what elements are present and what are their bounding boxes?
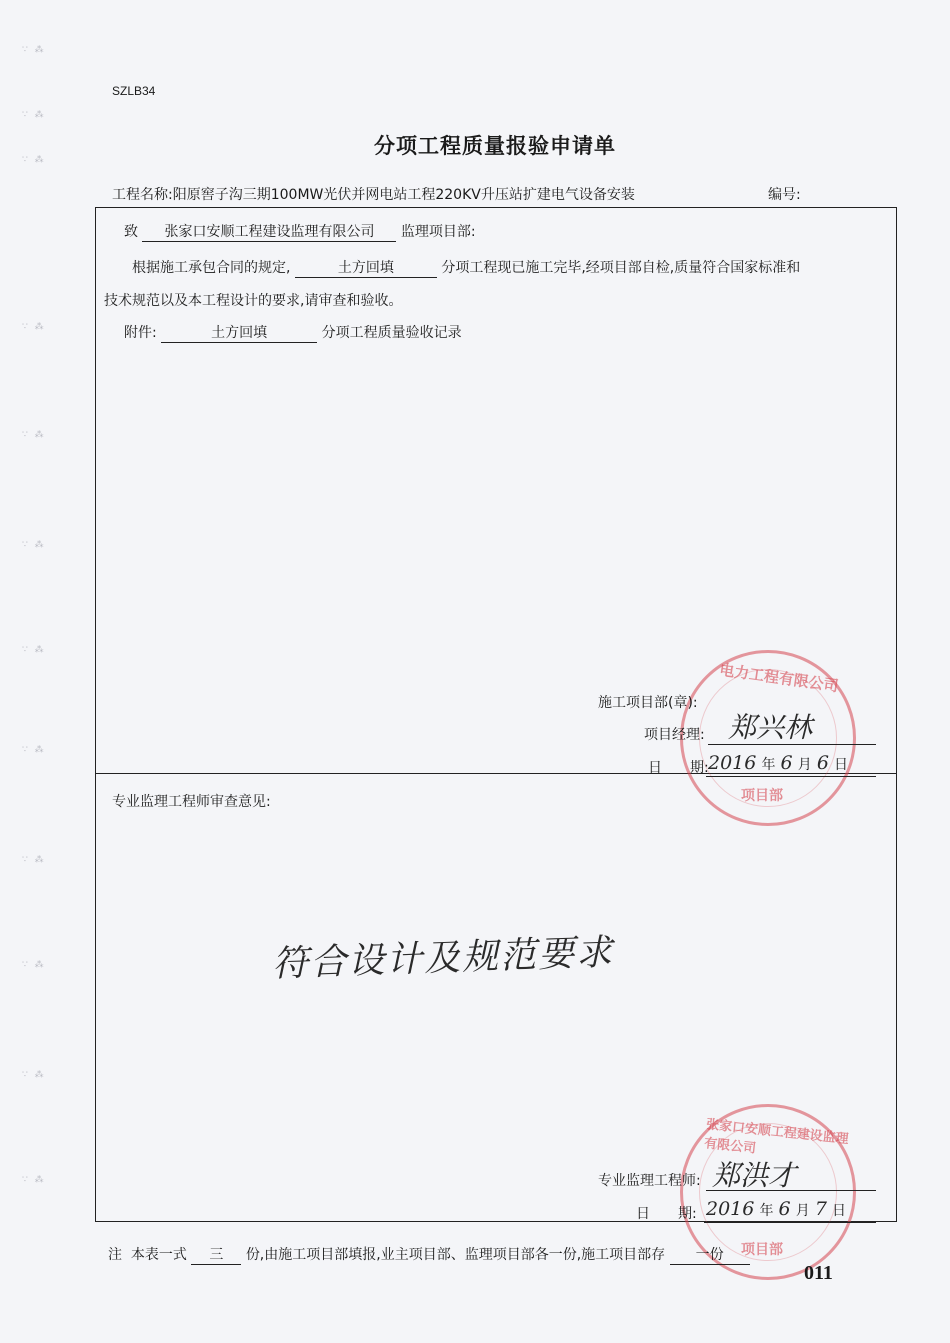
margin-mark: ∵ ⁂ (22, 430, 46, 440)
footer-copies: 三 (191, 1247, 241, 1265)
margin-mark: ∵ ⁂ (22, 645, 46, 655)
review-date-label: 日 期: (636, 1206, 697, 1222)
review-date-day-unit: 日 (832, 1203, 847, 1219)
page-number: 011 (804, 1262, 833, 1284)
project-name-row (112, 184, 635, 204)
margin-mark: ∵ ⁂ (22, 960, 46, 970)
contractor-date (708, 752, 848, 774)
footer-text-suffix: 份,由施工项目部填报,业主项目部、监理项目部各一份,施工项目部存 (245, 1247, 666, 1263)
review-date (706, 1198, 846, 1220)
paragraph-line-2: 技术规范以及本工程设计的要求,请审查和验收。 (104, 293, 403, 309)
footer-note (108, 1244, 750, 1265)
page-title: 分项工程质量报验申请单 (374, 134, 616, 158)
subitem-name: 土方回填 (295, 260, 437, 278)
review-date-month-unit: 月 (795, 1203, 810, 1219)
contractor-manager-label: 项目经理: (644, 727, 705, 743)
footer-kept: 一份 (670, 1247, 750, 1265)
to-prefix: 致 (124, 224, 138, 240)
engineer-label: 专业监理工程师: (598, 1173, 701, 1189)
margin-mark: ∵ ⁂ (22, 540, 46, 550)
contractor-date-day: 6 (816, 752, 829, 774)
contractor-stamp-text: 电力工程有限公司 (718, 660, 840, 696)
contractor-date-month: 6 (780, 752, 793, 774)
review-date-day: 7 (814, 1198, 827, 1220)
number-label: 编号: (768, 187, 801, 203)
footer-text-prefix: 本表一式 (130, 1247, 187, 1263)
para-suffix: 分项工程现已施工完毕,经项目部自检,质量符合国家标准和 (441, 260, 801, 276)
supervisor-stamp-text: 张家口安顺工程建设监理有限公司 (703, 1117, 850, 1157)
manager-signature-line (708, 744, 876, 745)
contractor-date-day-unit: 日 (834, 757, 849, 773)
engineer-signature-line (706, 1190, 876, 1191)
review-date-month: 6 (778, 1198, 791, 1220)
margin-mark: ∵ ⁂ (22, 855, 46, 865)
contractor-date-label: 日 期: (648, 760, 709, 776)
attach-suffix: 分项工程质量验收记录 (321, 325, 462, 341)
margin-mark: ∵ ⁂ (22, 110, 46, 120)
margin-mark: ∵ ⁂ (22, 1070, 46, 1080)
paragraph-line-1 (132, 257, 800, 278)
supervisor-stamp-text-bottom: 项目部 (741, 1242, 783, 1258)
margin-mark: ∵ ⁂ (22, 745, 46, 755)
to-company: 张家口安顺工程建设监理有限公司 (142, 224, 396, 242)
margin-mark: ∵ ⁂ (22, 45, 46, 55)
addressee-row (124, 221, 476, 242)
contractor-date-line (706, 776, 876, 777)
attach-item: 土方回填 (161, 325, 317, 343)
contractor-stamp-text-bottom: 项目部 (741, 788, 783, 804)
contractor-date-year: 2016 (708, 752, 757, 774)
attachment-row (124, 322, 462, 343)
margin-mark: ∵ ⁂ (22, 322, 46, 332)
review-date-line (704, 1222, 876, 1223)
para-prefix: 根据施工承包合同的规定, (132, 260, 291, 276)
review-label: 专业监理工程师审查意见: (112, 794, 271, 810)
margin-mark: ∵ ⁂ (22, 1175, 46, 1185)
footer-note-label: 注 (108, 1247, 122, 1263)
review-date-year: 2016 (706, 1198, 755, 1220)
review-opinion: 符合设计及规范要求 (271, 932, 615, 985)
contractor-manager-signature: 郑兴林 (728, 711, 813, 744)
engineer-signature: 郑洪才 (712, 1159, 797, 1192)
project-name: 阳原窖子沟三期100MW光伏并网电站工程220KV升压站扩建电气设备安装 (172, 187, 635, 203)
project-label: 工程名称: (112, 187, 173, 203)
form-code: SZLB34 (112, 84, 156, 98)
contractor-date-year-unit: 年 (761, 757, 776, 773)
contractor-date-month-unit: 月 (797, 757, 812, 773)
contractor-dept-label: 施工项目部(章): (598, 695, 698, 711)
review-date-year-unit: 年 (759, 1203, 774, 1219)
attach-label: 附件: (124, 325, 157, 341)
to-suffix: 监理项目部: (400, 224, 476, 240)
margin-mark: ∵ ⁂ (22, 155, 46, 165)
